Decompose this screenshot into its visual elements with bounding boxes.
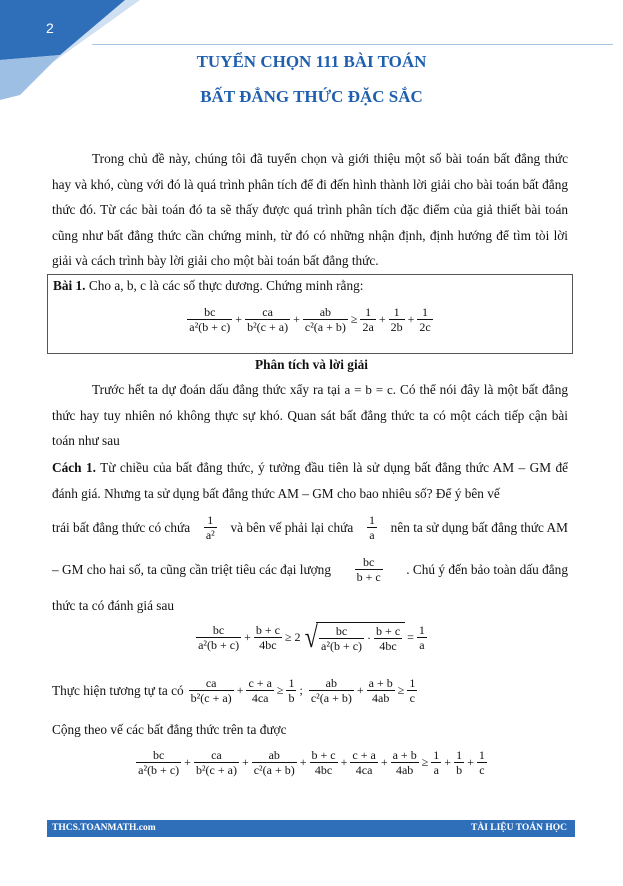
method1-paragraph: Cách 1. Từ chiều của bất đẳng thức, ý tưởng đầu tiên là sử dụng bất đẳng thức AM – GM để đánh giá. Nhưng ta sử dụng bất đẳng thức AM – GM cho bao nhiêu số? Để ý bên vế [52, 460, 568, 501]
page-title-line2: BẤT ĐẲNG THỨC ĐẶC SẮC [200, 87, 423, 106]
corner-decoration [0, 0, 140, 100]
method1-line-b: – GM cho hai số, ta cũng cần triệt tiêu các đại lượng $\frac{bc}{b + c}$ . Chú ý đến bảo toàn dấu đẳng [52, 555, 568, 584]
footer-site-link[interactable]: THCS.TOANMATH.com [52, 823, 156, 833]
similar-line: Thực hiện tương tự ta có $\frac{ca}{\text{b²(c + a)}}$ + $\frac{c + a}{4ca}$ ≥ $\frac{1}{b}$ ; $\frac{ab}{\text{c²(a + b)}}$ + $\frac{a + b}{4ab}$ ≥ $\frac{1}{c}$ [52, 676, 416, 705]
problem-box [47, 274, 573, 354]
problem-text: Cho a, b, c là các số thực dương. Chứng minh rằng: [85, 278, 364, 293]
footer-bar [47, 820, 575, 837]
sum-inequality: $\frac{bc}{\text{a²(b + c)}}$ + $\frac{ca}{\text{b²(c + a)}}$ + $\frac{ab}{\text{c²(a + b)}}$ + $\frac{b + c}{4bc}$ + $\frac{c + a}{4ca}$ + $\frac{a + b}{4ab}$ ≥ $\frac{1}{a}$ + $\frac{1}{b}$ + $\frac{1}{c}$ [138, 748, 485, 777]
method1-line-a: trái bất đẳng thức có chứa $\frac{1}{\text{a²}}$ và bên vế phải lại chứa $\frac{1}{a}$ nên ta sử dụng bất đẳng thức AM [52, 513, 568, 542]
analysis-paragraph: Trước hết ta dự đoán dấu đẳng thức xẩy ra tại a = b = c. Có thể nói đây là một bất đẳng thức hay tuy nhiên nó không thực sự khó. Quan sát bất đẳng thức ta có một cách tiếp cận bài toán như sau [52, 382, 568, 448]
sum-line: Cộng theo vế các bất đẳng thức trên ta được [52, 722, 287, 737]
header-rule [92, 44, 613, 45]
intro-paragraph: Trong chủ đề này, chúng tôi đã tuyển chọn và giới thiệu một số bài toán bất đẳng thức hay và khó, cùng với đó là quá trình phân tích để đi đến hình thành lời giải cho bài toán bất đẳng thức đó. Từ các bài toán đó ta sẽ thấy được quá trình phân tích đặc điểm của giả thiết bài toán cũng như bất đẳng thức cần chứng minh, từ đó có những nhận định, định hướng để tìm tòi lời giải và cách trình bày lời giải cho một bài toán bất đẳng thức. [52, 151, 568, 268]
problem-statement [53, 278, 363, 294]
footer-label: TÀI LIỆU TOÁN HỌC [471, 823, 567, 833]
problem-label: Bài 1. [53, 278, 86, 293]
analysis-heading: Phân tích và lời giải [254, 357, 368, 372]
problem-inequality: $\frac{bc}{\text{a²(b + c)}}$ + $\frac{ca}{\text{b²(c + a)}}$ + $\frac{ab}{\text{c²(a + b)}}$ ≥ $\frac{1}{2a}$ + $\frac{1}{2b}$ + $\frac{1}{2c}$ [189, 305, 431, 334]
page-number: 2 [46, 20, 54, 36]
amgm-estimate: $\frac{bc}{\text{a²(b + c)}}$ + $\frac{b + c}{4bc}$ ≥ 2 √ $\frac{bc}{\text{a²(b + c)}}$ · $\frac{b + c}{4bc}$ = $\frac{1}{a}$ [198, 620, 425, 654]
page-title-line1: TUYỂN CHỌN 111 BÀI TOÁN [196, 52, 427, 71]
method1-line-c: thức ta có đánh giá sau [52, 598, 175, 613]
